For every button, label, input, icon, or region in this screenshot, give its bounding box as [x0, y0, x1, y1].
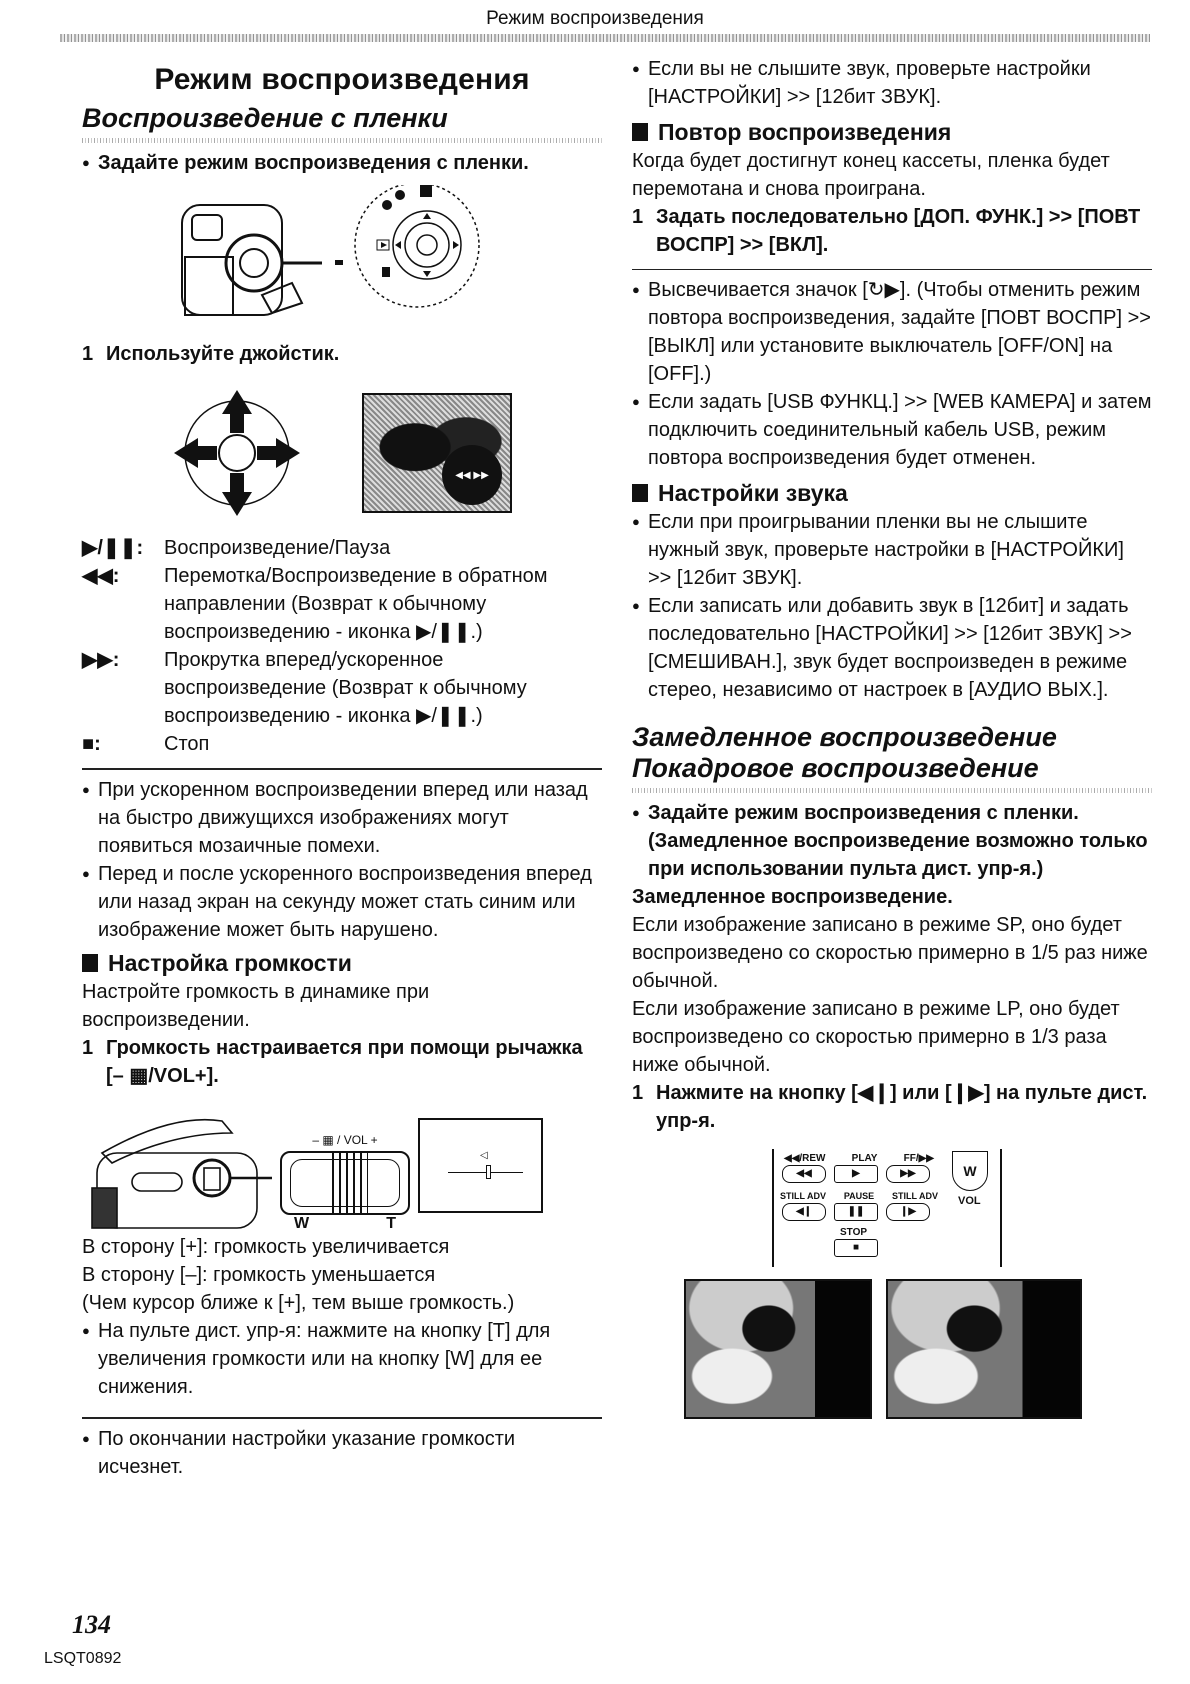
sound-note-1: ● Если при проигрывании пленки вы не слышите нужный звук, проверьте настройки в [НАСТРОЙКИ] >> [12бит ЗВУК].	[632, 508, 1152, 592]
volume-plus-line: В сторону [+]: громкость увеличивается	[82, 1236, 450, 1258]
running-header: Режим воспроизведения	[486, 8, 704, 29]
intro-bullet: ● Задайте режим воспроизведения с пленки.	[82, 149, 602, 177]
slow-playback-images	[684, 1279, 1152, 1419]
page-number: 134	[72, 1610, 111, 1639]
section-rule	[632, 788, 1152, 793]
divider	[82, 768, 602, 770]
sound-note-2: ● Если записать или добавить звук в [12бит] и задать последовательно [НАСТРОЙКИ] >> [12бит ЗВУК] >> [СМЕШИВАН.], звук будет воспроизведен в режиме стерео, независимо от настроек в [АУДИО ВЫХ.].	[632, 592, 1152, 704]
zoom-volume-lever	[280, 1151, 410, 1215]
repeat-description: Когда будет достигнут конец кассеты, пленка будет перемотана и снова проиграна.	[632, 150, 1110, 200]
repeat-usb-note: ● Если задать [USB ФУНКЦ.] >> [WEB КАМЕРА] и затем подключить соединительный кабель USB, режим повтора воспроизведения будет отменен.	[632, 388, 1152, 472]
no-sound-note: ● Если вы не слышите звук, проверьте настройки [НАСТРОЙКИ] >> [12бит ЗВУК].	[632, 55, 1152, 111]
section-square-icon	[632, 484, 648, 502]
repeat-heading: Повтор воспроизведения	[632, 117, 1152, 147]
remote-control-figure: ◀◀/REW PLAY FF/▶▶ ◀◀ ▶ ▶▶ STILL ADV PAUSE STILL ADV ◀❙ ❚❚ ❙▶ STOP ■ W VOL	[772, 1149, 1002, 1267]
legend-play-pause: ▶/❚❚: Воспроизведение/Пауза	[82, 537, 391, 559]
camera-mode-dial-figure	[82, 185, 602, 340]
left-column	[82, 55, 602, 1481]
document-code: LSQT0892	[44, 1650, 122, 1667]
slow-playback-frame-1	[684, 1279, 872, 1419]
play-button[interactable]: ▶	[834, 1165, 878, 1183]
header-rule	[60, 34, 1150, 42]
remote-volume-note: ● На пульте дист. упр-я: нажмите на кнопку [T] для увеличения громкости или на кнопку [W] для ее снижения.	[82, 1317, 602, 1401]
fast-forward-button[interactable]: ▶▶	[886, 1165, 930, 1183]
step-use-joystick: 1 Используйте джойстик.	[82, 343, 340, 365]
step-repeat-on: 1 Задать последовательно [ДОП. ФУНК.] >> [ПОВТ ВОСПР] >> [ВКЛ].	[632, 206, 1141, 256]
section-title-tape-playback: Воспроизведение с пленки	[82, 103, 448, 133]
note-blue-screen: ● Перед и после ускоренного воспроизведения вперед или назад экран на секунду может стать синим или изображение может быть нарушено.	[82, 860, 602, 944]
section-rule	[82, 138, 602, 143]
volume-lever-figure	[82, 1098, 602, 1233]
slow-subheading: Замедленное воспроизведение.	[632, 886, 953, 908]
volume-osd-screen	[418, 1118, 543, 1213]
legend-rewind: ◀◀: Перемотка/Воспроизведение в обратном направлении (Возврат к обычному воспроизведению - иконка ▶/❚❚.)	[82, 565, 548, 643]
section-title-slow: Замедленное воспроизведение	[632, 722, 1057, 752]
still-adv-back-button[interactable]: ◀❙	[782, 1203, 826, 1221]
joystick-figure	[82, 378, 602, 528]
volume-cursor-line: (Чем курсор ближе к [+], тем выше громкость.)	[82, 1292, 515, 1314]
speaker-icon: ◁	[480, 1150, 488, 1161]
step-volume-lever: 1 Громкость настраивается при помощи рычажка [– ▦/VOL+].	[82, 1037, 583, 1087]
slow-lp-text: Если изображение записано в режиме LP, оно будет воспроизведено со скоростью примерно в 1/3 раза ниже обычной.	[632, 998, 1120, 1076]
step-still-adv: 1 Нажмите на кнопку [◀❙] или [❙▶] на пульте дист. упр-я.	[632, 1082, 1148, 1132]
slow-intro-bullet: ● Задайте режим воспроизведения с пленки. (Замедленное воспроизведение возможно только при использовании пульта дист. упр-я.)	[632, 799, 1152, 883]
volume-minus-line: В сторону [–]: громкость уменьшается	[82, 1264, 436, 1286]
pause-button[interactable]: ❚❚	[834, 1203, 878, 1221]
repeat-icon-note: ● Высвечивается значок [↻▶]. (Чтобы отменить режим повтора воспроизведения, задайте [ПОВТ ВОСПР] >> [ВЫКЛ] или установите выключатель [OFF/ON] на [OFF].)	[632, 276, 1152, 388]
onscreen-joystick-guide: ◀◀ ▶▶	[442, 445, 502, 505]
volume-heading: Настройка громкости	[82, 948, 602, 978]
slow-playback-frame-2	[886, 1279, 1082, 1419]
divider	[632, 269, 1152, 270]
still-adv-forward-button[interactable]: ❙▶	[886, 1203, 930, 1221]
volume-indicator-note: ● По окончании настройки указание громкости исчезнет.	[82, 1425, 602, 1481]
divider	[82, 1417, 602, 1419]
camcorder-side-illustration	[82, 1113, 272, 1233]
joystick-icon	[172, 388, 302, 518]
right-column	[632, 55, 1152, 1419]
volume-cursor	[486, 1165, 491, 1179]
volume-description: Настройте громкость в динамике при воспроизведении.	[82, 981, 430, 1031]
legend-stop: ■: Стоп	[82, 733, 210, 755]
note-mosaic-noise: ● При ускоренном воспроизведении вперед или назад на быстро движущихся изображениях могут появиться мозаичные помехи.	[82, 776, 602, 860]
section-square-icon	[82, 954, 98, 972]
legend-fast-forward: ▶▶: Прокрутка вперед/ускоренное воспроизведение (Возврат к обычному воспроизведению - иконка ▶/❚❚.)	[82, 649, 527, 727]
playback-screen-image	[362, 393, 512, 513]
volume-w-button[interactable]: W	[952, 1151, 988, 1191]
sound-settings-heading: Настройки звука	[632, 478, 1152, 508]
slow-sp-text: Если изображение записано в режиме SP, оно будет воспроизведено со скоростью примерно в 1/5 раз ниже обычной.	[632, 914, 1148, 992]
section-title-frame: Покадровое воспроизведение	[632, 753, 1039, 783]
rewind-button[interactable]: ◀◀	[782, 1165, 826, 1183]
section-square-icon	[632, 123, 648, 141]
stop-button[interactable]: ■	[834, 1239, 878, 1257]
page-title: Режим воспроизведения	[154, 63, 530, 96]
control-legend	[82, 534, 602, 758]
camera-dial-illustration	[82, 185, 602, 340]
volume-lever-detail: – ▦ / VOL + W T	[280, 1133, 410, 1233]
slow-playback-section	[632, 722, 1152, 1419]
